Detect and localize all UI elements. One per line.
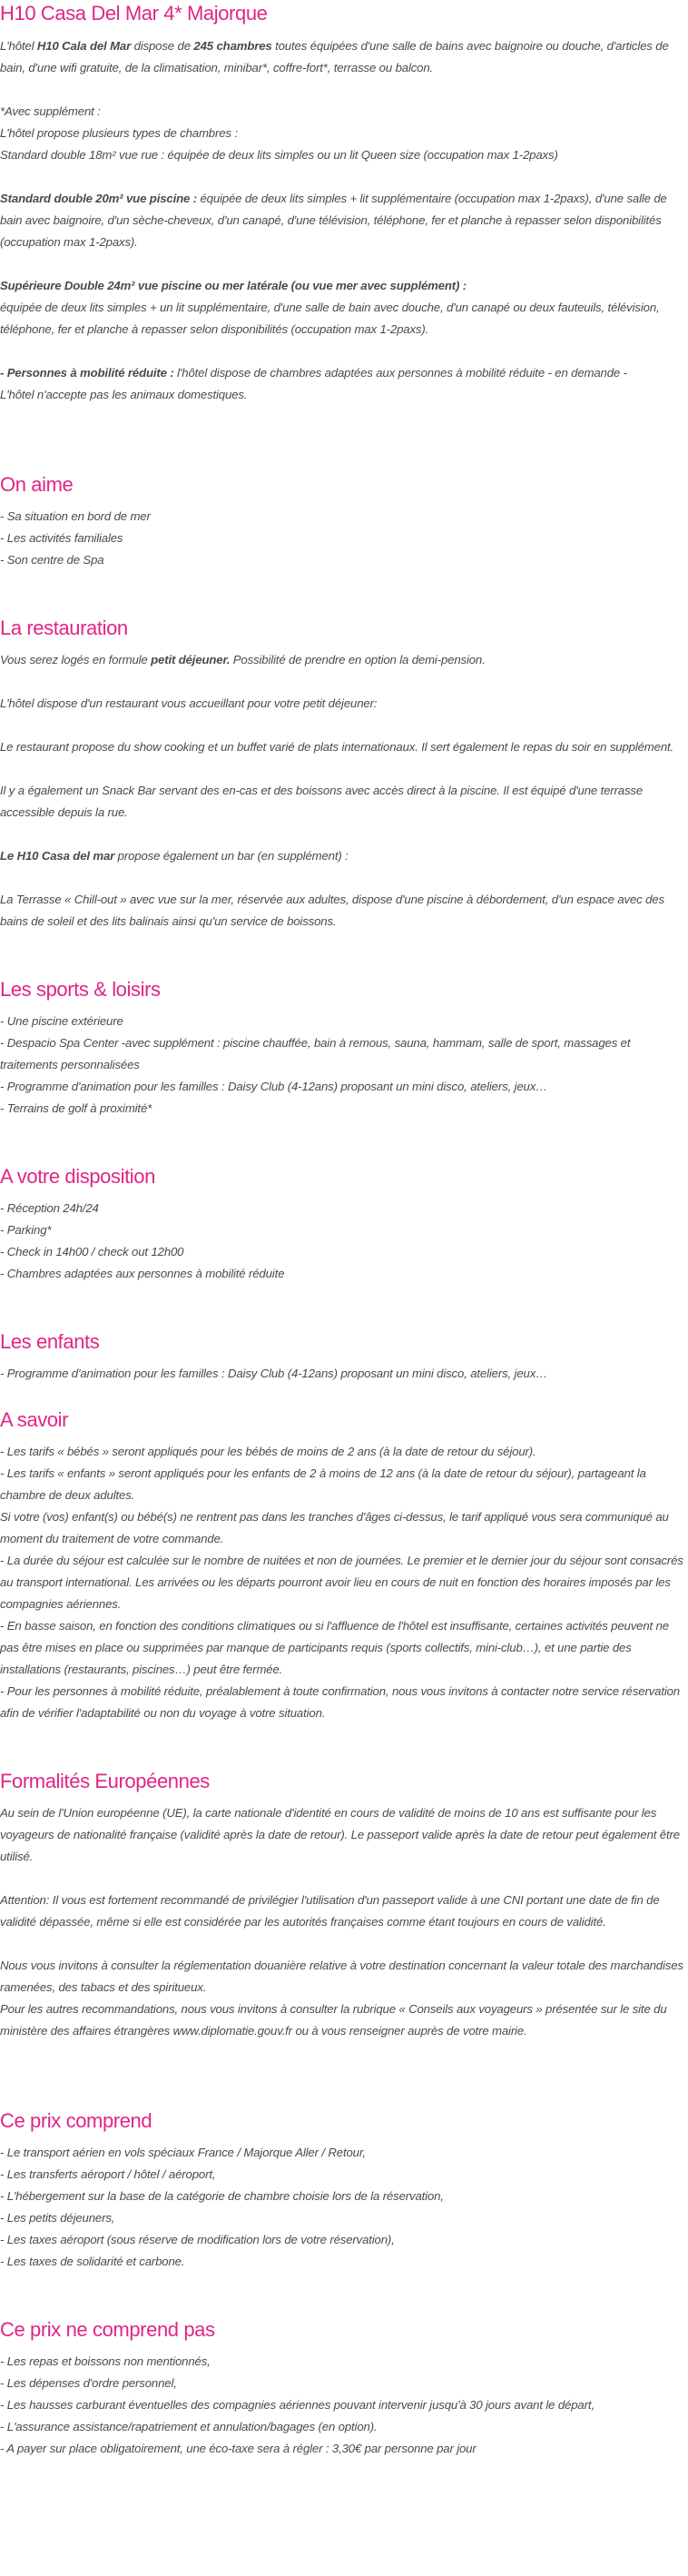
list-item: - Les transferts aéroport / hôtel / aéroport, bbox=[0, 2167, 216, 2181]
reduced-mobility-note: - Personnes à mobilité réduite : l'hôtel dispose de chambres adaptées aux personnes à mobilité réduite - en demande - bbox=[0, 366, 627, 380]
disposition-list bbox=[0, 1198, 686, 1285]
info-line: - Les tarifs « bébés » seront appliqués pour les bébés de moins de 2 ans (à la date de retour du séjour). bbox=[0, 1445, 536, 1458]
customs-note: Nous vous invitons à consulter la réglementation douanière relative à votre destination concernant la valeur totale des marchandises ramenées, des tabacs et des spiritueux. bbox=[0, 1959, 683, 1994]
comprend-list bbox=[0, 2142, 686, 2273]
info-line: Si votre (vos) enfant(s) ou bébé(s) ne rentrent pas dans les tranches d'âges ci-dessus, le tarif appliqué vous sera communiqué au moment du traitement de votre commande. bbox=[0, 1510, 669, 1545]
sports-list bbox=[0, 1011, 686, 1120]
list-item: - Les petits déjeuners, bbox=[0, 2211, 115, 2225]
list-item: - Réception 24h/24 bbox=[0, 1201, 99, 1215]
info-line: - Pour les personnes à mobilité réduite, préalablement à toute confirmation, nous vous invitons à contacter notre service réservation afin de vérifier l'adaptabilité ou non du voyage à votre situation. bbox=[0, 1684, 680, 1720]
list-item: - Une piscine extérieure bbox=[0, 1014, 123, 1028]
section-heading-ne-comprend: Ce prix ne comprend pas bbox=[0, 2318, 215, 2341]
bar-intro: Le H10 Casa del mar propose également un bar (en supplément) : bbox=[0, 849, 349, 863]
id-requirements: Au sein de l'Union européenne (UE), la carte nationale d'identité en cours de validité de moins de 10 ans est suffisante pour les voyageurs de nationalité française (validité après la date de retour). Le passeport valide après la date de retour peut également être utilisé. bbox=[0, 1806, 680, 1863]
list-item: - Les repas et boissons non mentionnés, bbox=[0, 2354, 211, 2368]
intro-paragraph: L'hôtel H10 Cala del Mar dispose de 245 chambres toutes équipées d'une salle de bains avec baignoire ou douche, d'articles de bain, d'une wifi gratuite, de la climatisation, minibar*, coffre-fort*, terrasse ou balcon. bbox=[0, 39, 669, 74]
list-item: - Le transport aérien en vols spéciaux France / Majorque Aller / Retour, bbox=[0, 2146, 366, 2159]
room-types-intro: L'hôtel propose plusieurs types de chambres : bbox=[0, 126, 238, 140]
list-item: - Chambres adaptées aux personnes à mobilité réduite bbox=[0, 1267, 285, 1280]
list-item: - Programme d'animation pour les familles : Daisy Club (4-12ans) proposant un mini disco, ateliers, jeux… bbox=[0, 1367, 548, 1380]
list-item: - Les hausses carburant éventuelles des compagnies aériennes pouvant intervenir jusqu'à 30 jours avant le départ, bbox=[0, 2398, 595, 2412]
info-line: - Les tarifs « enfants » seront appliqués pour les enfants de 2 à moins de 12 ans (à la date de retour du séjour), partageant la chambre de deux adultes. bbox=[0, 1466, 646, 1502]
section-heading-savoir: A savoir bbox=[0, 1408, 69, 1431]
section-heading-restauration: La restauration bbox=[0, 617, 128, 639]
list-item: - Terrains de golf à proximité* bbox=[0, 1101, 152, 1115]
section-heading-comprend: Ce prix comprend bbox=[0, 2109, 152, 2132]
savoir-text bbox=[0, 1441, 686, 1724]
list-item: - Les taxes de solidarité et carbone. bbox=[0, 2255, 185, 2268]
advice-note: Pour les autres recommandations, nous vous invitons à consulter la rubrique « Conseils aux voyageurs » présentée sur le site du ministère des affaires étrangères www.diplomatie.gouv.fr ou à vous renseigner auprès de votre mairie. bbox=[0, 2002, 667, 2038]
list-item: - Sa situation en bord de mer bbox=[0, 509, 151, 523]
section-heading-sports: Les sports & loisirs bbox=[0, 978, 161, 1001]
section-heading-on-aime: On aime bbox=[0, 473, 74, 496]
list-item: - Les dépenses d'ordre personnel, bbox=[0, 2376, 177, 2390]
list-item: - Parking* bbox=[0, 1223, 52, 1237]
room-standard-pool: Standard double 20m² vue piscine : équipée de deux lits simples + lit supplémentaire (occupation max 1-2paxs), d'une salle de bain avec baignoire, d'un sèche-cheveux, d'un canapé, d'une télévision, téléphone, fer et planche à repasser selon disponibilités (occupation max 1-2paxs). bbox=[0, 192, 667, 249]
list-item: - A payer sur place obligatoirement, une éco-taxe sera à régler : 3,30€ par personne par jour bbox=[0, 2442, 477, 2455]
list-item: - Les taxes aéroport (sous réserve de modification lors de votre réservation), bbox=[0, 2233, 395, 2246]
list-item: - L'assurance assistance/rapatriement et annulation/bagages (en option). bbox=[0, 2420, 378, 2433]
snack-bar-desc: Il y a également un Snack Bar servant des en-cas et des boissons avec accès direct à la piscine. Il est équipé d'une terrasse accessible depuis la rue. bbox=[0, 784, 644, 819]
list-item: - Despacio Spa Center -avec supplément : piscine chauffée, bain à remous, sauna, hammam, salle de sport, massages et traitements personnalisées bbox=[0, 1036, 631, 1071]
section-heading-disposition: A votre disposition bbox=[0, 1165, 155, 1188]
ne-comprend-list bbox=[0, 2351, 686, 2460]
room-superior-desc: équipée de deux lits simples + un lit supplémentaire, d'une salle de bain avec douche, d'un canapé ou deux fauteuils, télévision, téléphone, fer et planche à repasser selon disponibilités (occupation max 1-2paxs). bbox=[0, 301, 660, 336]
list-item: - Check in 14h00 / check out 12h00 bbox=[0, 1245, 184, 1258]
section-heading-enfants: Les enfants bbox=[0, 1330, 100, 1353]
passport-warning: Attention: Il vous est fortement recommandé de privilégier l'utilisation d'un passeport valide à une CNI portant une date de fin de validité dépassée, même si elle est considérée par les autorités françaises comme étant toujours en cours de validité. bbox=[0, 1893, 660, 1929]
restaurant-desc: Le restaurant propose du show cooking et un buffet varié de plats internationaux. Il sert également le repas du soir en supplément. bbox=[0, 740, 674, 754]
page-title: H10 Casa Del Mar 4* Majorque bbox=[0, 2, 268, 25]
list-item: - Son centre de Spa bbox=[0, 553, 104, 567]
room-superior-heading: Supérieure Double 24m² vue piscine ou mer latérale (ou vue mer avec supplément) : bbox=[0, 279, 467, 292]
enfants-list bbox=[0, 1363, 686, 1385]
info-line: - En basse saison, en fonction des conditions climatiques ou si l'affluence de l'hôtel est insuffisante, certaines activités peuvent ne pas être mises en place ou supprimées par manque de participants requis (sports collectifs, mini-club…), et une partie des installations (restaurants, piscines…) peut être fermée. bbox=[0, 1619, 669, 1676]
info-line: - La durée du séjour est calculée sur le nombre de nuitées et non de journées. Le premier et le dernier jour du séjour sont consacrés au transport international. Les arrivées ou les départs pourront avoir lieu en cours de nuit en fonction des horaires imposés par les compagnies aériennes. bbox=[0, 1554, 683, 1611]
list-item: - Programme d'animation pour les familles : Daisy Club (4-12ans) proposant un mini disco, ateliers, jeux… bbox=[0, 1080, 548, 1093]
list-item: - Les activités familiales bbox=[0, 531, 123, 545]
room-standard-street: Standard double 18m² vue rue : équipée de deux lits simples ou un lit Queen size (occupation max 1-2paxs) bbox=[0, 148, 558, 162]
pets-note: L'hôtel n'accepte pas les animaux domestiques. bbox=[0, 388, 248, 401]
supplement-note: *Avec supplément : bbox=[0, 104, 101, 118]
board-formula: Vous serez logés en formule petit déjeuner. Possibilité de prendre en option la demi-pension. bbox=[0, 653, 486, 666]
list-item: - L'hébergement sur la base de la catégorie de chambre choisie lors de la réservation, bbox=[0, 2189, 444, 2203]
section-heading-formalites: Formalités Européennes bbox=[0, 1770, 210, 1792]
terrace-desc: La Terrasse « Chill-out » avec vue sur la mer, réservée aux adultes, dispose d'une piscine à débordement, d'un espace avec des bains de soleil et des lits balinais ainsi qu'un service de boissons. bbox=[0, 893, 664, 928]
on-aime-list bbox=[0, 506, 686, 571]
restaurant-intro: L'hôtel dispose d'un restaurant vous accueillant pour votre petit déjeuner: bbox=[0, 696, 378, 710]
